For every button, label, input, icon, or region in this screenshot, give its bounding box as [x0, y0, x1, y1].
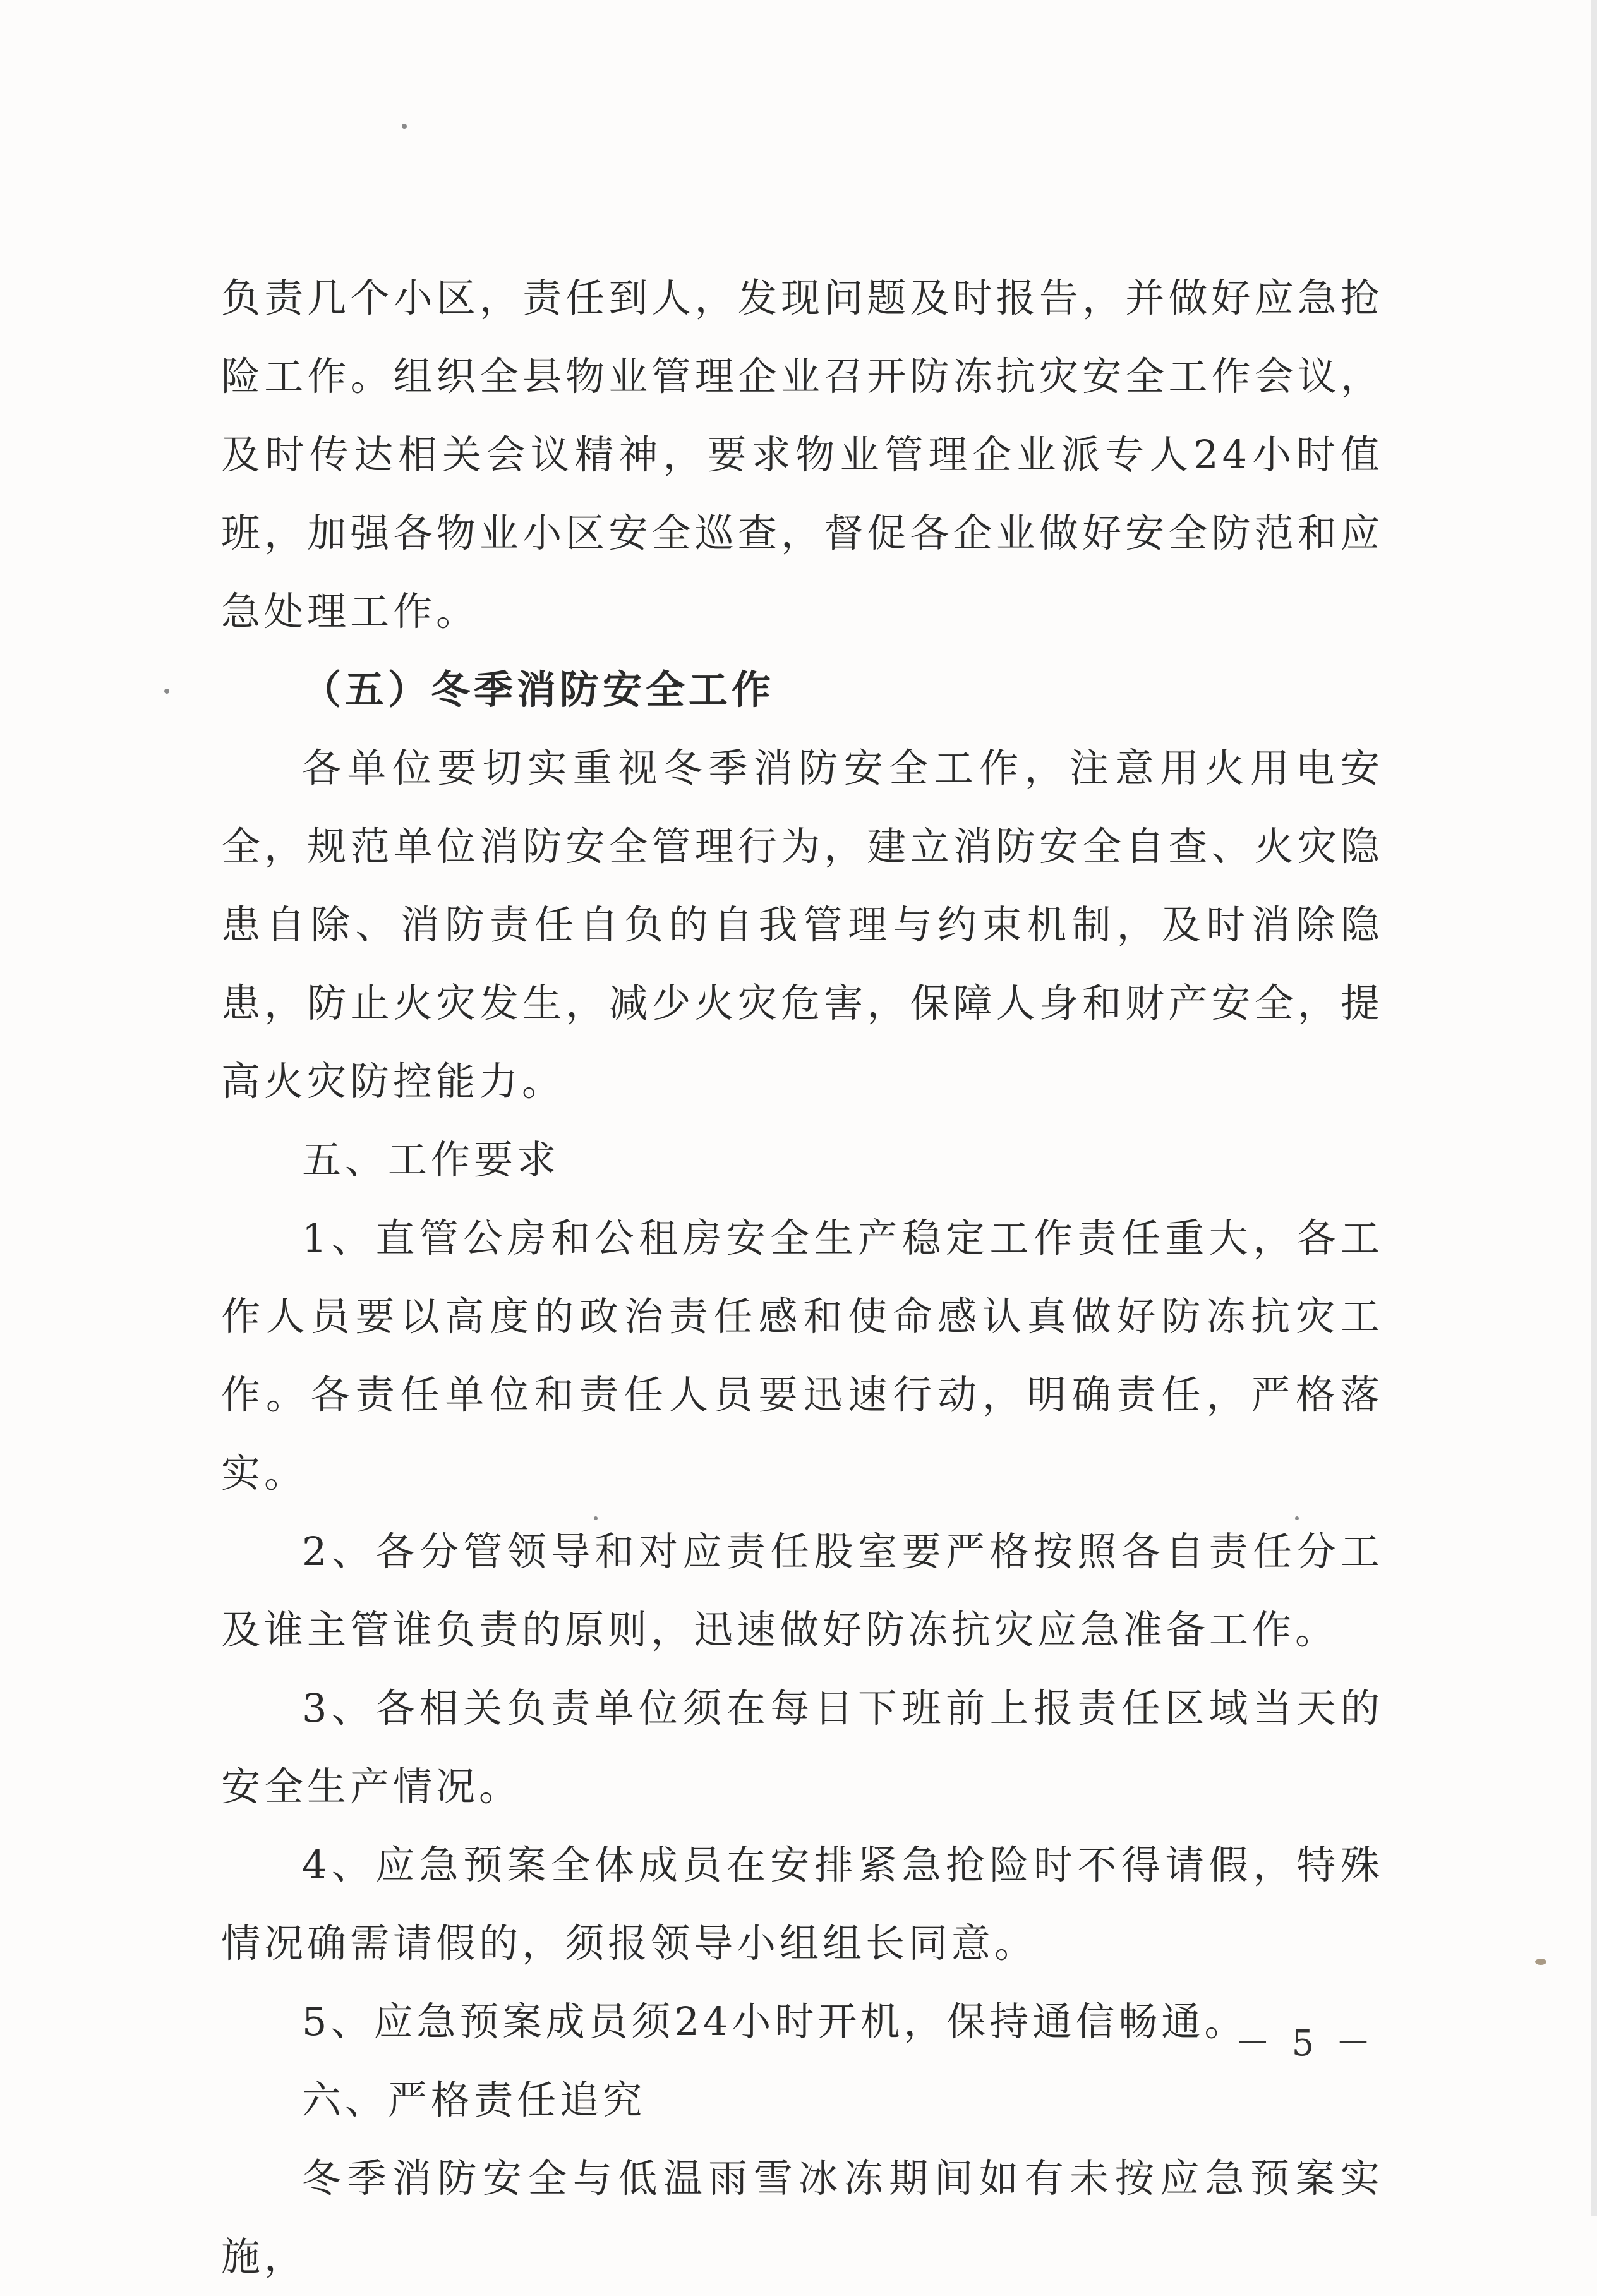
- subheading-winter-fire-safety: （五）冬季消防安全工作: [302, 667, 775, 713]
- scan-speck: [594, 1516, 598, 1520]
- page-number: － 5 －: [1234, 2023, 1376, 2064]
- scan-speck: [164, 689, 169, 694]
- scan-speck: [1295, 1516, 1299, 1520]
- scan-speck: [402, 124, 407, 129]
- scan-edge: [1591, 0, 1597, 2216]
- paragraph-continuation: 负责几个小区，责任到人，发现问题及时报告，并做好应急抢险工作。组织全县物业管理企业召开防冻抗灾安全工作会议，及时传达相关会议精神，要求物业管理企业派专人24小时值班，加强各物业小区安全巡查，督促各企业做好安全防范和应急处理工作。: [221, 275, 1383, 634]
- requirement-item-5: 5、应急预案成员须24小时开机，保持通信畅通。: [302, 1998, 1248, 2045]
- requirement-item-1: 1、直管公房和公租房安全生产稳定工作责任重大，各工作人员要以高度的政治责任感和使命感认真做好防冻抗灾工作。各责任单位和责任人员要迅速行动，明确责任，严格落实。: [221, 1215, 1383, 1496]
- requirement-item-3: 3、各相关负责单位须在每日下班前上报责任区域当天的安全生产情况。: [221, 1685, 1383, 1810]
- document-body: [221, 259, 1383, 2296]
- requirement-item-4: 4、应急预案全体成员在安排紧急抢险时不得请假，特殊情况确需请假的，须报领导小组组长同意。: [221, 1842, 1383, 1966]
- requirement-item-2: 2、各分管领导和对应责任股室要严格按照各自责任分工及谁主管谁负责的原则，迅速做好防冻抗灾应急准备工作。: [221, 1528, 1383, 1653]
- heading-work-requirements: 五、工作要求: [302, 1137, 560, 1183]
- paragraph-accountability: 冬季消防安全与低温雨雪冰冻期间如有未按应急预案实施，: [221, 2155, 1383, 2280]
- scan-speck: [1535, 1959, 1546, 1965]
- paragraph-fire-safety: 各单位要切实重视冬季消防安全工作，注意用火用电安全，规范单位消防安全管理行为，建立消防安全自查、火灾隐患自除、消防责任自负的自我管理与约束机制，及时消除隐患，防止火灾发生，减少火灾危害，保障人身和财产安全，提高火灾防控能力。: [221, 745, 1383, 1104]
- heading-accountability: 六、严格责任追究: [302, 2077, 646, 2123]
